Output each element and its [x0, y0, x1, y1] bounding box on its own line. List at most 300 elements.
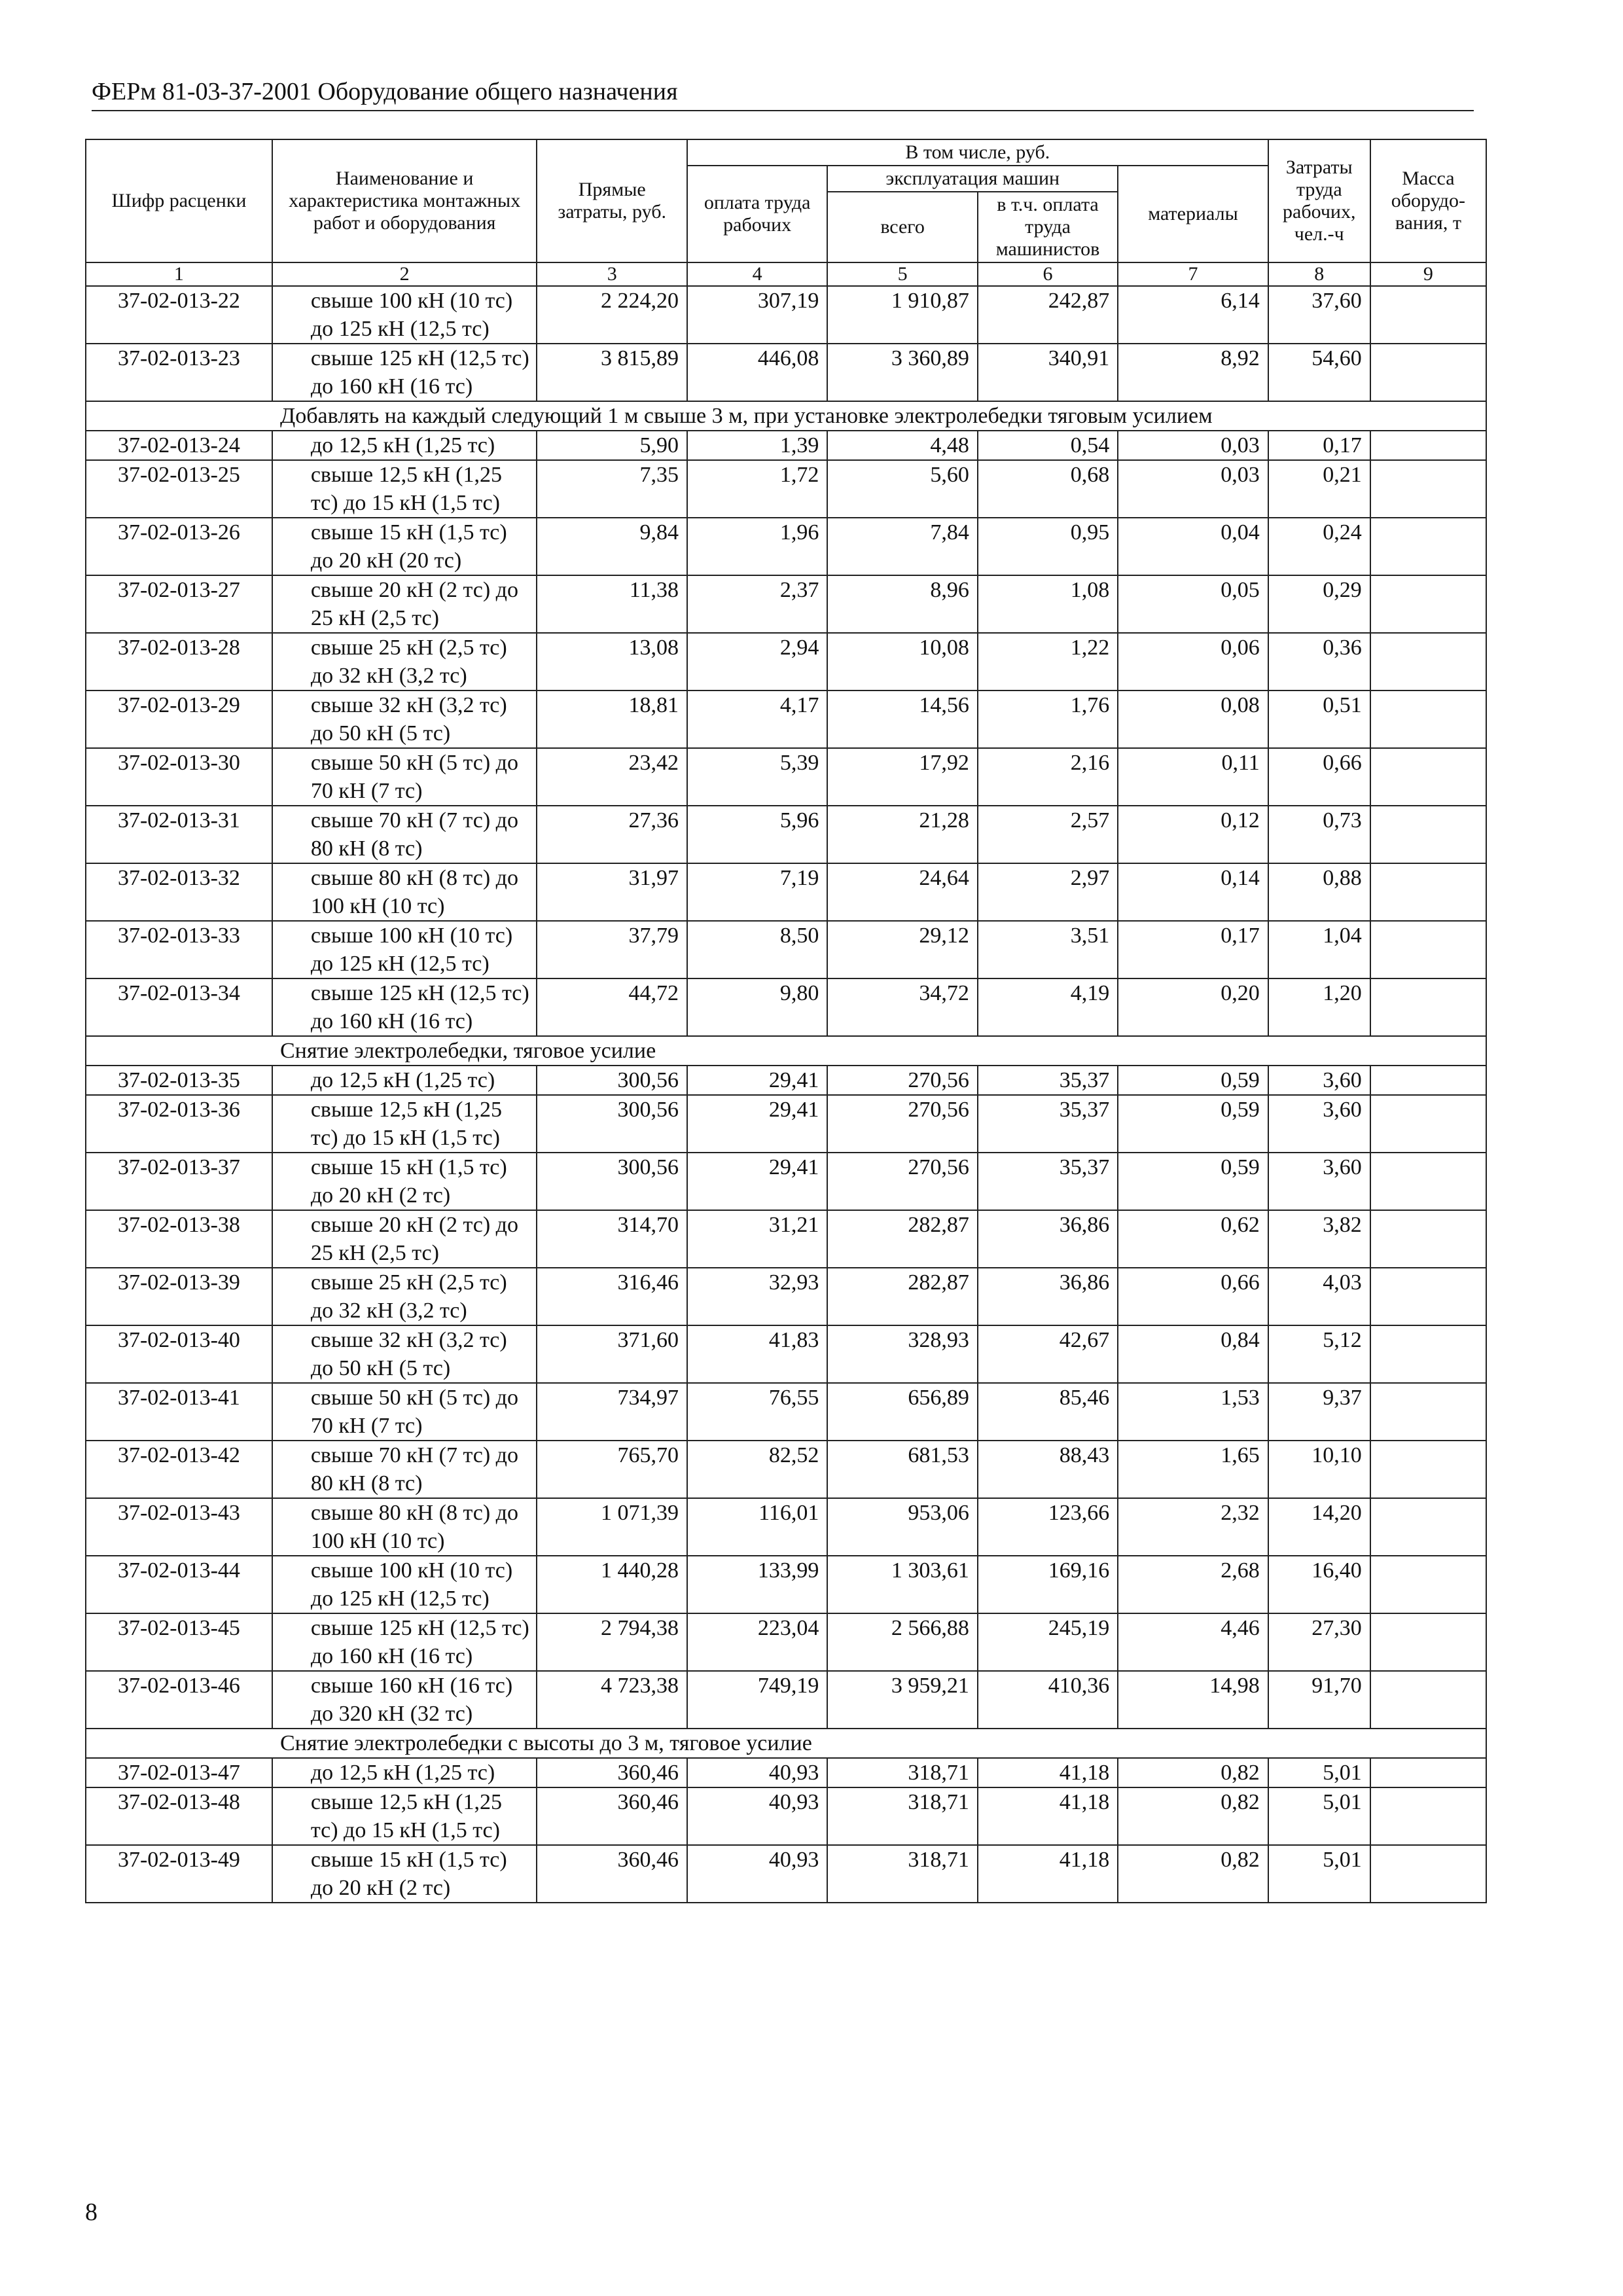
cell-materials: 0,20 — [1118, 978, 1268, 1036]
cell-machines-total: 318,71 — [827, 1845, 977, 1903]
cell-name: свыше 70 кН (7 тс) до 80 кН (8 тс) — [272, 806, 537, 863]
cell-labor: 40,93 — [687, 1787, 827, 1845]
cell-labor: 40,93 — [687, 1845, 827, 1903]
cell-machinist-pay: 41,18 — [978, 1787, 1118, 1845]
section-title: Добавлять на каждый следующий 1 м свыше 3 м, при установке электролебедки тяговым усилием — [86, 401, 1486, 431]
cell-labor: 2,37 — [687, 575, 827, 633]
table-row — [86, 575, 1486, 633]
cell-labor: 31,21 — [687, 1210, 827, 1268]
cell-materials: 1,65 — [1118, 1441, 1268, 1498]
cell-labor: 76,55 — [687, 1383, 827, 1441]
col-number: 1 — [86, 262, 272, 286]
cell-direct: 23,42 — [537, 748, 687, 806]
table-row — [86, 1268, 1486, 1325]
cell-labor-hours: 3,60 — [1268, 1153, 1370, 1210]
cell-labor-hours: 0,17 — [1268, 431, 1370, 460]
cell-materials: 0,03 — [1118, 431, 1268, 460]
cell-machines-total: 2 566,88 — [827, 1613, 977, 1671]
cell-mass — [1370, 1671, 1486, 1729]
cell-code: 37-02-013-46 — [86, 1671, 272, 1729]
cell-direct: 5,90 — [537, 431, 687, 460]
cell-labor: 2,94 — [687, 633, 827, 691]
col-number: 7 — [1118, 262, 1268, 286]
cell-mass — [1370, 1613, 1486, 1671]
cell-materials: 2,32 — [1118, 1498, 1268, 1556]
cell-code: 37-02-013-26 — [86, 518, 272, 575]
cell-mass — [1370, 1556, 1486, 1613]
cell-code: 37-02-013-48 — [86, 1787, 272, 1845]
cell-machines-total: 656,89 — [827, 1383, 977, 1441]
section-title: Снятие электролебедки, тяговое усилие — [86, 1036, 1486, 1066]
cell-direct: 27,36 — [537, 806, 687, 863]
cell-labor-hours: 3,60 — [1268, 1066, 1370, 1095]
cell-name: свыше 50 кН (5 тс) до 70 кН (7 тс) — [272, 1383, 537, 1441]
cell-materials: 2,68 — [1118, 1556, 1268, 1613]
cell-mass — [1370, 518, 1486, 575]
cell-materials: 8,92 — [1118, 344, 1268, 401]
col-number: 5 — [827, 262, 977, 286]
table-row — [86, 1613, 1486, 1671]
col-code-header: Шифр расценки — [86, 139, 272, 262]
cell-materials: 0,82 — [1118, 1758, 1268, 1787]
cell-code: 37-02-013-44 — [86, 1556, 272, 1613]
cell-machinist-pay: 169,16 — [978, 1556, 1118, 1613]
cell-labor-hours: 0,29 — [1268, 575, 1370, 633]
cell-mass — [1370, 1498, 1486, 1556]
cell-labor-hours: 5,01 — [1268, 1845, 1370, 1903]
cell-labor-hours: 0,21 — [1268, 460, 1370, 518]
cell-machinist-pay: 0,54 — [978, 431, 1118, 460]
cell-machines-total: 24,64 — [827, 863, 977, 921]
cell-code: 37-02-013-23 — [86, 344, 272, 401]
cell-code: 37-02-013-42 — [86, 1441, 272, 1498]
cell-labor-hours: 0,88 — [1268, 863, 1370, 921]
cell-code: 37-02-013-41 — [86, 1383, 272, 1441]
cell-machinist-pay: 85,46 — [978, 1383, 1118, 1441]
cell-materials: 6,14 — [1118, 286, 1268, 344]
cell-machines-total: 282,87 — [827, 1210, 977, 1268]
cell-machinist-pay: 2,57 — [978, 806, 1118, 863]
cell-labor-hours: 3,82 — [1268, 1210, 1370, 1268]
cell-machinist-pay: 41,18 — [978, 1758, 1118, 1787]
table-row — [86, 1210, 1486, 1268]
cell-labor: 32,93 — [687, 1268, 827, 1325]
cell-name: свыше 70 кН (7 тс) до 80 кН (8 тс) — [272, 1441, 537, 1498]
cell-direct: 360,46 — [537, 1758, 687, 1787]
cell-mass — [1370, 691, 1486, 748]
cell-mass — [1370, 1153, 1486, 1210]
cell-code: 37-02-013-33 — [86, 921, 272, 978]
cell-machinist-pay: 1,76 — [978, 691, 1118, 748]
table-row — [86, 1383, 1486, 1441]
col-mass-header: Масса оборудо-вания, т — [1370, 139, 1486, 262]
cell-code: 37-02-013-35 — [86, 1066, 272, 1095]
table-body — [86, 286, 1486, 1903]
cell-mass — [1370, 286, 1486, 344]
cell-machines-total: 270,56 — [827, 1153, 977, 1210]
cell-labor: 29,41 — [687, 1095, 827, 1153]
cell-code: 37-02-013-40 — [86, 1325, 272, 1383]
table-row — [86, 1671, 1486, 1729]
cell-mass — [1370, 1845, 1486, 1903]
cell-machinist-pay: 41,18 — [978, 1845, 1118, 1903]
cell-direct: 2 224,20 — [537, 286, 687, 344]
cell-materials: 0,62 — [1118, 1210, 1268, 1268]
cell-code: 37-02-013-45 — [86, 1613, 272, 1671]
cell-machinist-pay: 123,66 — [978, 1498, 1118, 1556]
table-row — [86, 1441, 1486, 1498]
col-labor-header: оплата труда рабочих — [687, 166, 827, 262]
cell-name: свыше 12,5 кН (1,25 тс) до 15 кН (1,5 тс) — [272, 460, 537, 518]
page-number: 8 — [85, 2198, 98, 2226]
col-machinist-header: в т.ч. оплата труда машинистов — [978, 192, 1118, 262]
section-title: Снятие электролебедки с высоты до 3 м, тяговое усилие — [86, 1729, 1486, 1758]
cell-name: свыше 80 кН (8 тс) до 100 кН (10 тс) — [272, 1498, 537, 1556]
cell-materials: 1,53 — [1118, 1383, 1268, 1441]
table-row — [86, 978, 1486, 1036]
document-title: ФЕРм 81-03-37-2001 Оборудование общего назначения — [92, 78, 678, 105]
cell-machines-total: 8,96 — [827, 575, 977, 633]
cell-name: свыше 32 кН (3,2 тс) до 50 кН (5 тс) — [272, 1325, 537, 1383]
table-row — [86, 518, 1486, 575]
col-direct-header: Прямые затраты, руб. — [537, 139, 687, 262]
cell-labor: 5,39 — [687, 748, 827, 806]
cell-direct: 11,38 — [537, 575, 687, 633]
cell-name: свыше 15 кН (1,5 тс) до 20 кН (2 тс) — [272, 1845, 537, 1903]
cell-name: свыше 125 кН (12,5 тс) до 160 кН (16 тс) — [272, 344, 537, 401]
table-row — [86, 1498, 1486, 1556]
cell-direct: 300,56 — [537, 1095, 687, 1153]
cell-materials: 0,59 — [1118, 1153, 1268, 1210]
cell-direct: 300,56 — [537, 1066, 687, 1095]
cell-code: 37-02-013-38 — [86, 1210, 272, 1268]
col-materials-header: материалы — [1118, 166, 1268, 262]
cell-materials: 0,17 — [1118, 921, 1268, 978]
cell-labor-hours: 5,01 — [1268, 1758, 1370, 1787]
cell-labor: 29,41 — [687, 1066, 827, 1095]
cell-mass — [1370, 806, 1486, 863]
cell-machinist-pay: 340,91 — [978, 344, 1118, 401]
cell-name: свыше 125 кН (12,5 тс) до 160 кН (16 тс) — [272, 978, 537, 1036]
cell-code: 37-02-013-29 — [86, 691, 272, 748]
cell-mass — [1370, 1268, 1486, 1325]
cell-materials: 0,66 — [1118, 1268, 1268, 1325]
cell-labor-hours: 27,30 — [1268, 1613, 1370, 1671]
col-number: 8 — [1268, 262, 1370, 286]
col-number: 3 — [537, 262, 687, 286]
cell-name: свыше 15 кН (1,5 тс) до 20 кН (2 тс) — [272, 1153, 537, 1210]
cell-materials: 0,04 — [1118, 518, 1268, 575]
cell-direct: 371,60 — [537, 1325, 687, 1383]
cell-direct: 18,81 — [537, 691, 687, 748]
cell-labor-hours: 1,20 — [1268, 978, 1370, 1036]
cell-materials: 0,82 — [1118, 1787, 1268, 1845]
cell-code: 37-02-013-34 — [86, 978, 272, 1036]
table-row — [86, 286, 1486, 344]
cell-labor: 7,19 — [687, 863, 827, 921]
cell-name: свыше 25 кН (2,5 тс) до 32 кН (3,2 тс) — [272, 633, 537, 691]
cell-labor: 8,50 — [687, 921, 827, 978]
cell-machines-total: 681,53 — [827, 1441, 977, 1498]
cell-direct: 360,46 — [537, 1787, 687, 1845]
cell-machinist-pay: 36,86 — [978, 1210, 1118, 1268]
cell-code: 37-02-013-22 — [86, 286, 272, 344]
section-row — [86, 401, 1486, 431]
cell-direct: 1 071,39 — [537, 1498, 687, 1556]
cell-labor-hours: 9,37 — [1268, 1383, 1370, 1441]
col-machines-total-header: всего — [827, 192, 977, 262]
cell-name: до 12,5 кН (1,25 тс) — [272, 1066, 537, 1095]
cell-machines-total: 270,56 — [827, 1095, 977, 1153]
cell-machinist-pay: 1,22 — [978, 633, 1118, 691]
cell-labor: 446,08 — [687, 344, 827, 401]
cell-name: свыше 80 кН (8 тс) до 100 кН (10 тс) — [272, 863, 537, 921]
cell-labor-hours: 37,60 — [1268, 286, 1370, 344]
cell-name: свыше 50 кН (5 тс) до 70 кН (7 тс) — [272, 748, 537, 806]
cell-name: свыше 25 кН (2,5 тс) до 32 кН (3,2 тс) — [272, 1268, 537, 1325]
cell-machinist-pay: 245,19 — [978, 1613, 1118, 1671]
cell-labor: 9,80 — [687, 978, 827, 1036]
column-numbers-row — [86, 262, 1486, 286]
cell-mass — [1370, 431, 1486, 460]
cell-name: свыше 12,5 кН (1,25 тс) до 15 кН (1,5 тс) — [272, 1787, 537, 1845]
cell-direct: 7,35 — [537, 460, 687, 518]
section-row — [86, 1036, 1486, 1066]
cell-mass — [1370, 921, 1486, 978]
table-row — [86, 1845, 1486, 1903]
cell-name: свыше 100 кН (10 тс) до 125 кН (12,5 тс) — [272, 921, 537, 978]
cell-labor: 82,52 — [687, 1441, 827, 1498]
cell-machinist-pay: 88,43 — [978, 1441, 1118, 1498]
cell-materials: 4,46 — [1118, 1613, 1268, 1671]
cell-name: свыше 160 кН (16 тс) до 320 кН (32 тс) — [272, 1671, 537, 1729]
cell-labor-hours: 5,12 — [1268, 1325, 1370, 1383]
cell-mass — [1370, 1787, 1486, 1845]
cell-name: свыше 20 кН (2 тс) до 25 кН (2,5 тс) — [272, 575, 537, 633]
cell-code: 37-02-013-30 — [86, 748, 272, 806]
cell-mass — [1370, 978, 1486, 1036]
cell-labor-hours: 3,60 — [1268, 1095, 1370, 1153]
cell-name: до 12,5 кН (1,25 тс) — [272, 1758, 537, 1787]
col-number: 9 — [1370, 262, 1486, 286]
cell-name: свыше 15 кН (1,5 тс) до 20 кН (20 тс) — [272, 518, 537, 575]
cell-labor-hours: 4,03 — [1268, 1268, 1370, 1325]
col-number: 2 — [272, 262, 537, 286]
section-row — [86, 1729, 1486, 1758]
col-number: 6 — [978, 262, 1118, 286]
table-row — [86, 691, 1486, 748]
table-row — [86, 431, 1486, 460]
col-name-header: Наименование и характеристика монтажных работ и оборудования — [272, 139, 537, 262]
cell-materials: 0,03 — [1118, 460, 1268, 518]
cell-direct: 1 440,28 — [537, 1556, 687, 1613]
cell-code: 37-02-013-37 — [86, 1153, 272, 1210]
cell-machines-total: 17,92 — [827, 748, 977, 806]
table-row — [86, 1787, 1486, 1845]
cell-code: 37-02-013-47 — [86, 1758, 272, 1787]
cell-name: свыше 20 кН (2 тс) до 25 кН (2,5 тс) — [272, 1210, 537, 1268]
cell-mass — [1370, 748, 1486, 806]
cell-direct: 31,97 — [537, 863, 687, 921]
cell-code: 37-02-013-36 — [86, 1095, 272, 1153]
table-row — [86, 1758, 1486, 1787]
cell-machines-total: 282,87 — [827, 1268, 977, 1325]
table-row — [86, 1095, 1486, 1153]
cell-machinist-pay: 35,37 — [978, 1095, 1118, 1153]
table-row — [86, 1325, 1486, 1383]
col-machines-header: эксплуатация машин — [827, 166, 1118, 192]
cell-labor: 133,99 — [687, 1556, 827, 1613]
cell-labor-hours: 10,10 — [1268, 1441, 1370, 1498]
table-row — [86, 1066, 1486, 1095]
cell-mass — [1370, 863, 1486, 921]
cell-direct: 2 794,38 — [537, 1613, 687, 1671]
cell-materials: 0,05 — [1118, 575, 1268, 633]
cell-machinist-pay: 0,95 — [978, 518, 1118, 575]
table-row — [86, 863, 1486, 921]
cell-labor: 1,96 — [687, 518, 827, 575]
cell-direct: 314,70 — [537, 1210, 687, 1268]
cell-direct: 13,08 — [537, 633, 687, 691]
cell-materials: 0,82 — [1118, 1845, 1268, 1903]
cell-machines-total: 953,06 — [827, 1498, 977, 1556]
cell-machinist-pay: 2,97 — [978, 863, 1118, 921]
cell-code: 37-02-013-25 — [86, 460, 272, 518]
cell-mass — [1370, 1210, 1486, 1268]
col-hours-header: Затраты труда рабочих, чел.-ч — [1268, 139, 1370, 262]
cell-labor: 29,41 — [687, 1153, 827, 1210]
cell-code: 37-02-013-49 — [86, 1845, 272, 1903]
table-row — [86, 806, 1486, 863]
cell-code: 37-02-013-27 — [86, 575, 272, 633]
cell-machinist-pay: 36,86 — [978, 1268, 1118, 1325]
cell-code: 37-02-013-24 — [86, 431, 272, 460]
cell-labor: 1,39 — [687, 431, 827, 460]
cell-mass — [1370, 575, 1486, 633]
cell-materials: 0,59 — [1118, 1095, 1268, 1153]
cell-name: свыше 125 кН (12,5 тс) до 160 кН (16 тс) — [272, 1613, 537, 1671]
cell-labor-hours: 1,04 — [1268, 921, 1370, 978]
cell-labor: 307,19 — [687, 286, 827, 344]
cell-machines-total: 270,56 — [827, 1066, 977, 1095]
cell-machines-total: 29,12 — [827, 921, 977, 978]
col-including-header: В том числе, руб. — [687, 139, 1268, 166]
cell-labor-hours: 5,01 — [1268, 1787, 1370, 1845]
cell-labor-hours: 14,20 — [1268, 1498, 1370, 1556]
cell-materials: 0,08 — [1118, 691, 1268, 748]
cell-labor: 116,01 — [687, 1498, 827, 1556]
cell-materials: 0,11 — [1118, 748, 1268, 806]
cell-machines-total: 3 360,89 — [827, 344, 977, 401]
cell-materials: 0,14 — [1118, 863, 1268, 921]
cell-machines-total: 1 303,61 — [827, 1556, 977, 1613]
cell-direct: 3 815,89 — [537, 344, 687, 401]
cell-mass — [1370, 460, 1486, 518]
cell-name: свыше 12,5 кН (1,25 тс) до 15 кН (1,5 тс) — [272, 1095, 537, 1153]
cell-labor-hours: 0,66 — [1268, 748, 1370, 806]
cell-name: до 12,5 кН (1,25 тс) — [272, 431, 537, 460]
cell-labor-hours: 16,40 — [1268, 1556, 1370, 1613]
cell-direct: 37,79 — [537, 921, 687, 978]
cell-materials: 14,98 — [1118, 1671, 1268, 1729]
cell-mass — [1370, 1066, 1486, 1095]
cell-materials: 0,59 — [1118, 1066, 1268, 1095]
cell-name: свыше 100 кН (10 тс) до 125 кН (12,5 тс) — [272, 286, 537, 344]
cell-code: 37-02-013-28 — [86, 633, 272, 691]
cell-direct: 9,84 — [537, 518, 687, 575]
table-row — [86, 460, 1486, 518]
cell-labor: 5,96 — [687, 806, 827, 863]
cell-mass — [1370, 633, 1486, 691]
cell-direct: 765,70 — [537, 1441, 687, 1498]
cell-code: 37-02-013-31 — [86, 806, 272, 863]
cell-machines-total: 3 959,21 — [827, 1671, 977, 1729]
cell-machines-total: 4,48 — [827, 431, 977, 460]
cell-direct: 316,46 — [537, 1268, 687, 1325]
page-header — [92, 76, 1474, 111]
cell-machines-total: 34,72 — [827, 978, 977, 1036]
cell-machines-total: 7,84 — [827, 518, 977, 575]
table-row — [86, 1153, 1486, 1210]
cell-labor-hours: 0,51 — [1268, 691, 1370, 748]
table-row — [86, 1556, 1486, 1613]
cell-machinist-pay: 42,67 — [978, 1325, 1118, 1383]
cell-machines-total: 21,28 — [827, 806, 977, 863]
cell-machinist-pay: 0,68 — [978, 460, 1118, 518]
cell-direct: 4 723,38 — [537, 1671, 687, 1729]
cell-name: свыше 100 кН (10 тс) до 125 кН (12,5 тс) — [272, 1556, 537, 1613]
cell-machinist-pay: 3,51 — [978, 921, 1118, 978]
cell-labor: 223,04 — [687, 1613, 827, 1671]
cell-direct: 300,56 — [537, 1153, 687, 1210]
cell-machinist-pay: 410,36 — [978, 1671, 1118, 1729]
cell-direct: 360,46 — [537, 1845, 687, 1903]
cell-mass — [1370, 1441, 1486, 1498]
rates-table — [85, 139, 1487, 1903]
cell-labor: 40,93 — [687, 1758, 827, 1787]
cell-mass — [1370, 1095, 1486, 1153]
table-header — [86, 139, 1486, 286]
cell-mass — [1370, 1383, 1486, 1441]
cell-materials: 0,06 — [1118, 633, 1268, 691]
cell-machines-total: 14,56 — [827, 691, 977, 748]
cell-labor: 41,83 — [687, 1325, 827, 1383]
cell-machinist-pay: 4,19 — [978, 978, 1118, 1036]
cell-machines-total: 10,08 — [827, 633, 977, 691]
cell-labor: 4,17 — [687, 691, 827, 748]
cell-machines-total: 328,93 — [827, 1325, 977, 1383]
cell-machinist-pay: 242,87 — [978, 286, 1118, 344]
table-row — [86, 748, 1486, 806]
cell-name: свыше 32 кН (3,2 тс) до 50 кН (5 тс) — [272, 691, 537, 748]
table-row — [86, 344, 1486, 401]
cell-machinist-pay: 35,37 — [978, 1153, 1118, 1210]
cell-labor: 1,72 — [687, 460, 827, 518]
cell-code: 37-02-013-32 — [86, 863, 272, 921]
cell-machines-total: 1 910,87 — [827, 286, 977, 344]
cell-direct: 734,97 — [537, 1383, 687, 1441]
cell-machines-total: 5,60 — [827, 460, 977, 518]
table-row — [86, 633, 1486, 691]
cell-labor-hours: 0,73 — [1268, 806, 1370, 863]
cell-machinist-pay: 35,37 — [978, 1066, 1118, 1095]
cell-labor: 749,19 — [687, 1671, 827, 1729]
cell-machinist-pay: 2,16 — [978, 748, 1118, 806]
cell-machinist-pay: 1,08 — [978, 575, 1118, 633]
cell-materials: 0,12 — [1118, 806, 1268, 863]
cell-code: 37-02-013-39 — [86, 1268, 272, 1325]
cell-mass — [1370, 1325, 1486, 1383]
